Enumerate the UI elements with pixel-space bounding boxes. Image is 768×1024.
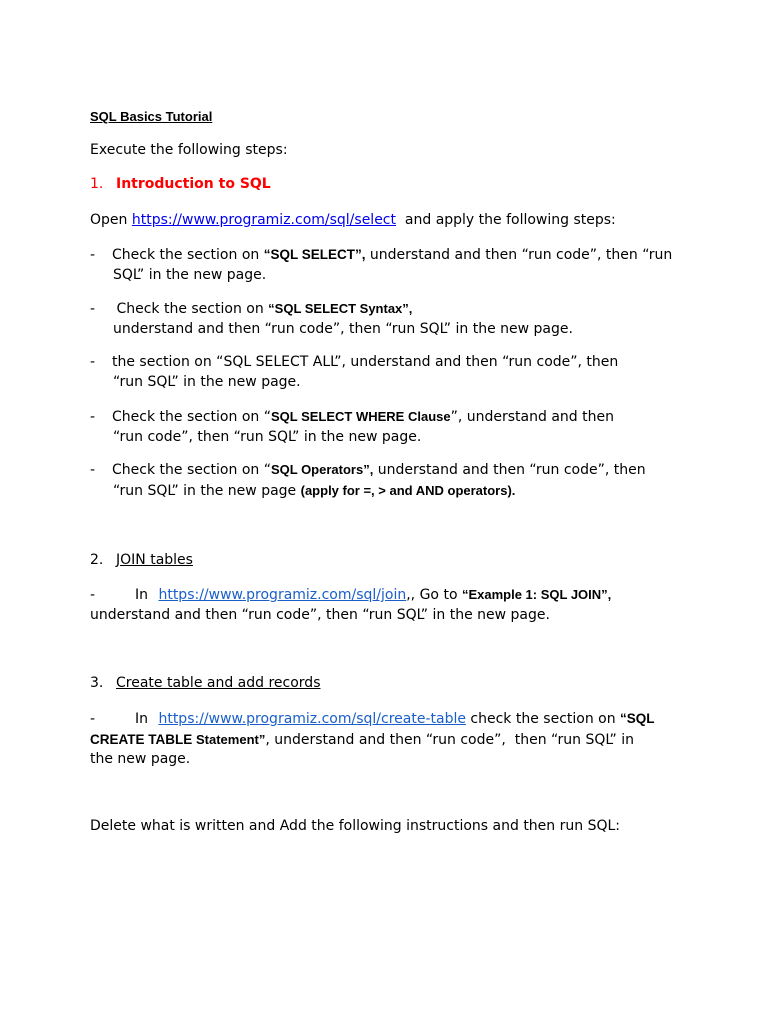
item-text: the new page.	[90, 751, 191, 767]
item-text: SQL” in the new page.	[113, 266, 267, 283]
section-1-title: Introduction to SQL	[116, 176, 271, 192]
item-text: check the section on	[465, 711, 621, 727]
bullet-dash: -	[90, 711, 96, 727]
item-text: Check the section on “	[112, 409, 271, 425]
section-2-title: JOIN tables	[116, 552, 193, 568]
bullet-dash: -	[90, 354, 96, 370]
select-link[interactable]: https://www.programiz.com/sql/select	[131, 212, 396, 228]
bullet-dash: -	[90, 587, 96, 603]
page-title: SQL Basics Tutorial	[90, 109, 213, 124]
create-table-link[interactable]: https://www.programiz.com/sql/create-table	[158, 711, 466, 727]
item-text: In	[135, 711, 153, 727]
section-3-item	[90, 709, 690, 770]
open-suffix: and apply the following steps:	[396, 212, 616, 228]
item-text: understand and then “run code”, then “run SQL” in the new page.	[90, 606, 550, 623]
section-1-heading	[90, 175, 690, 195]
item-text: understand and then “run code”, then “run SQL” in the new page.	[113, 320, 573, 337]
section-3-heading	[90, 674, 690, 694]
list-item	[90, 245, 690, 285]
list-item	[90, 353, 690, 392]
item-bold: “Example 1: SQL JOIN”,	[461, 587, 612, 602]
section-2-number: 2.	[90, 552, 104, 568]
bullet-dash: -	[90, 409, 96, 425]
item-text: “run code”, then “run SQL” in the new page.	[113, 428, 422, 445]
item-text: Check the section on	[112, 247, 264, 263]
item-text: , understand and then “run code”, then “run SQL” in	[265, 731, 634, 748]
item-bold: “SQL SELECT Syntax”,	[268, 301, 413, 316]
item-text: ,, Go to	[406, 587, 462, 603]
item-text: “run SQL” in the new page.	[113, 373, 301, 390]
item-text: Check the section on “	[112, 462, 271, 478]
section-2-heading	[90, 551, 690, 571]
item-text: In	[135, 587, 153, 603]
intro-text: Execute the following steps:	[90, 142, 288, 158]
bullet-dash: -	[90, 247, 96, 263]
join-link[interactable]: https://www.programiz.com/sql/join	[158, 587, 407, 603]
item-text: understand and then “run code”, then	[373, 462, 646, 478]
bullet-dash: -	[90, 462, 96, 478]
open-prefix: Open	[90, 212, 132, 228]
list-item	[90, 407, 690, 447]
section-3-number: 3.	[90, 675, 104, 691]
list-item	[90, 299, 690, 339]
section-2-item	[90, 585, 690, 625]
item-bold: SQL SELECT WHERE Clause	[270, 409, 451, 424]
item-bold: (apply for =, > and AND operators).	[300, 482, 516, 498]
item-text: ”, understand and then	[450, 409, 614, 425]
list-item	[90, 460, 690, 501]
item-bold: “SQL	[620, 711, 655, 726]
bullet-dash: -	[90, 301, 96, 317]
item-bold: CREATE TABLE	[90, 731, 196, 747]
item-bold: SQL Operators”,	[270, 462, 374, 477]
item-text: “run SQL” in the new page	[113, 482, 301, 499]
item-bold: Statement”	[196, 731, 266, 747]
item-text: the section on “SQL SELECT ALL”, understand and then “run code”, then	[112, 354, 619, 370]
item-bold: “SQL SELECT”,	[263, 247, 366, 262]
section-3-title: Create table and add records	[116, 675, 321, 691]
open-line	[90, 211, 690, 231]
item-text: understand and then “run code”, then “run	[365, 247, 673, 263]
closing-instruction: Delete what is written and Add the following instructions and then run SQL:	[90, 818, 620, 834]
section-1-number: 1.	[90, 176, 104, 192]
item-text: Check the section on	[112, 301, 269, 317]
